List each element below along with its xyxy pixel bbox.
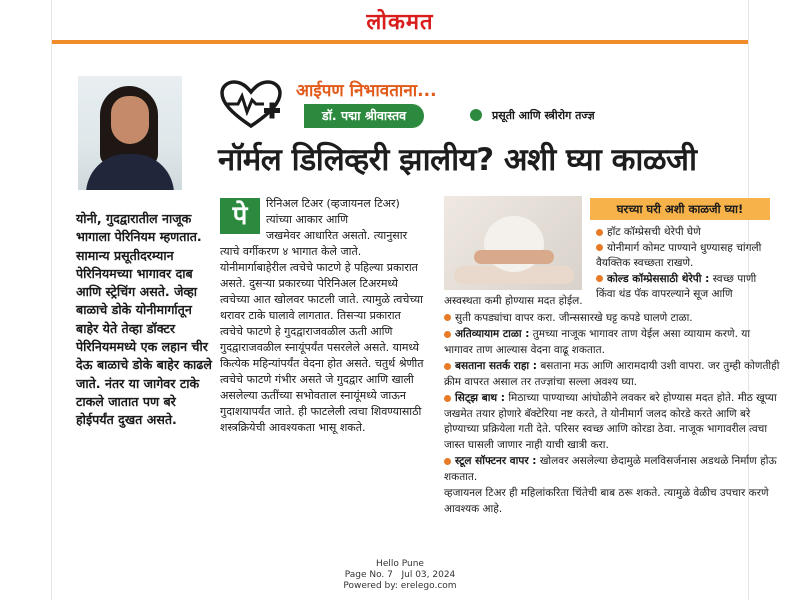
dropcap: पे bbox=[220, 198, 260, 234]
bullet-icon bbox=[596, 229, 603, 236]
author-photo bbox=[78, 76, 182, 190]
bullet-icon bbox=[444, 363, 451, 370]
tips-intro: अस्वस्थता कमी होण्यास मदत होईल. bbox=[444, 295, 583, 307]
left-column-text: योनी, गुदद्वारातील नाजूक भागाला पेरिनियम म्हणतात. सामान्य प्रसूतीदरम्यान पेरिनियमच्या भागावर दाब आणि स्ट्रेचिंग असते. जेव्हा बाळाचे डोके योनीमार्गातून बाहेर येते तेव्हा डॉक्टर पेरिनियममध्ये एक लहान चीर देऊ बाळाचे डोके बाहेर काढले जाते. नंतर या जागेवर टाके टाकले जातात पण बरे होईपर्यंत दुखत असते. bbox=[76, 211, 212, 428]
newspaper-logo: लोकमत bbox=[366, 9, 434, 35]
bullet-icon bbox=[596, 244, 603, 251]
bullet-icon bbox=[444, 458, 451, 465]
article-column bbox=[220, 196, 426, 436]
page-number: Page No. 7 bbox=[344, 570, 393, 580]
tips-closing: व्हजायनल टिअर ही महिलांकरिता चिंतेची बाब ठरू शकते. त्यामुळे वेळीच उपचार करणे आवश्यक आहे. bbox=[444, 487, 769, 515]
list-item: योनीमार्ग कोमट पाण्याने धुण्यासह चांगली वैयक्तिक स्वच्छता राखणे. bbox=[596, 241, 762, 269]
list-item: कोल्ड कॉम्प्रेससाठी थेरेपी : स्वच्छ पाणी किंवा थंड पॅक वापरल्याने सूज आणि bbox=[596, 272, 757, 300]
bullet-icon bbox=[444, 331, 451, 338]
heart-pulse-plus-icon bbox=[220, 80, 282, 130]
publish-date: Jul 03, 2024 bbox=[401, 570, 456, 580]
powered-by[interactable]: Powered by: erelego.com bbox=[343, 581, 457, 591]
page-footer bbox=[52, 559, 748, 592]
article-body: जखमेवर आधारित असतो. त्यानुसार त्याचे वर्गीकरण ४ भागात केले जाते. योनीमार्गाबाहेरील त्वचेचे फाटणे हे पहिल्या प्रकारात असते. दुसऱ्या प्रकारच्या पेरिनिअल टिअरमध्ये त्वचेच्या आत खोलवर फाटली जाते. त्यामुळे त्वचेच्या थरावर टाके घालावे लागतात. तिसऱ्या प्रकारात त्वचेचे फाटणे हे गुदद्वाराजवळील ऊती आणि गुदद्वाराजवळील स्नायूंपर्यंत पसरलेले असते. यामध्ये कित्येक महिन्यांपर्यंत वेदना होत असते. चतुर्थ श्रेणीत त्वचेचे फाटणे गंभीर असते जे गुदद्वार आणि खाली असलेल्या ऊतींच्या सभोवताल स्नायूंमध्ये जाऊन गुदाशयापर्यंत जाते. ही फाटलेली त्वचा शिवण्यासाठी शस्त्रक्रियेची आवश्यकता भासू शकते. bbox=[220, 229, 424, 434]
author-designation: प्रसूती आणि स्त्रीरोग तज्ज्ञ bbox=[492, 109, 595, 122]
pregnant-woman-photo bbox=[444, 196, 582, 290]
bullet-icon bbox=[444, 314, 451, 321]
list-item: सुती कपड्यांचा वापर करा. जीन्ससारखे घट्ट कपडे घालणे टाळा. bbox=[444, 311, 780, 327]
list-item: सिट्झ बाथ : मिठाच्या पाण्याच्या आंघोळीने लवकर बरे होण्यास मदत होते. मीठ खूप्या जखमेत तयार होणारे बॅक्टेरिया नष्ट करते, ते योनीमार्ग जलद कोरडे करते आणि बरे होण्याच्या प्रक्रियेला गती देते. परिसर स्वच्छ आणि कोरडा ठेवा. नाजूक भागावरील त्वचा जास्त घासली जाणार नाही याची खात्री करा. bbox=[444, 392, 777, 451]
list-item: हॉट कॉम्प्रेसची थेरेपी घेणे bbox=[596, 225, 772, 241]
list-item: अतिव्यायाम टाळा : तुमच्या नाजूक भागावर ताण येईल असा व्यायाम करणे. या भागावर ताण आल्यास वेदना वाढू शकतात. bbox=[444, 328, 751, 356]
list-item: स्टूल सॉफ्टनर वापर : खोलवर असलेल्या छेदामुळे मलविसर्जनास अडथळे निर्माण होऊ शकतात. bbox=[444, 455, 777, 483]
newspaper-page bbox=[52, 0, 780, 600]
article-lead: रिनिअल टिअर (व्हजायनल टिअर) त्यांच्या आकार आणि bbox=[266, 197, 400, 226]
masthead bbox=[52, 0, 748, 44]
badge-dot bbox=[470, 109, 482, 121]
headline: नॉर्मल डिलिव्हरी झालीय? अशी घ्या काळजी bbox=[218, 142, 697, 178]
tips-section bbox=[444, 294, 780, 518]
page-info bbox=[52, 570, 748, 581]
author-name-badge: डॉ. पद्मा श्रीवास्तव bbox=[304, 104, 424, 128]
home-care-list bbox=[596, 225, 772, 303]
bullet-icon bbox=[596, 275, 603, 282]
column-kicker: आईपण निभावताना... bbox=[296, 81, 437, 101]
list-item: बसताना सतर्क राहा : बसताना मऊ आणि आरामदायी उशी वापरा. जर तुम्ही कोणतीही क्रीम वापरत असाल तर तज्ज्ञांचा सल्ला अवश्य घ्या. bbox=[444, 360, 780, 388]
bullet-icon bbox=[444, 395, 451, 402]
edition-name: Hello Pune bbox=[376, 559, 424, 569]
home-care-title: घरच्या घरी अशी काळजी घ्या! bbox=[590, 198, 770, 220]
